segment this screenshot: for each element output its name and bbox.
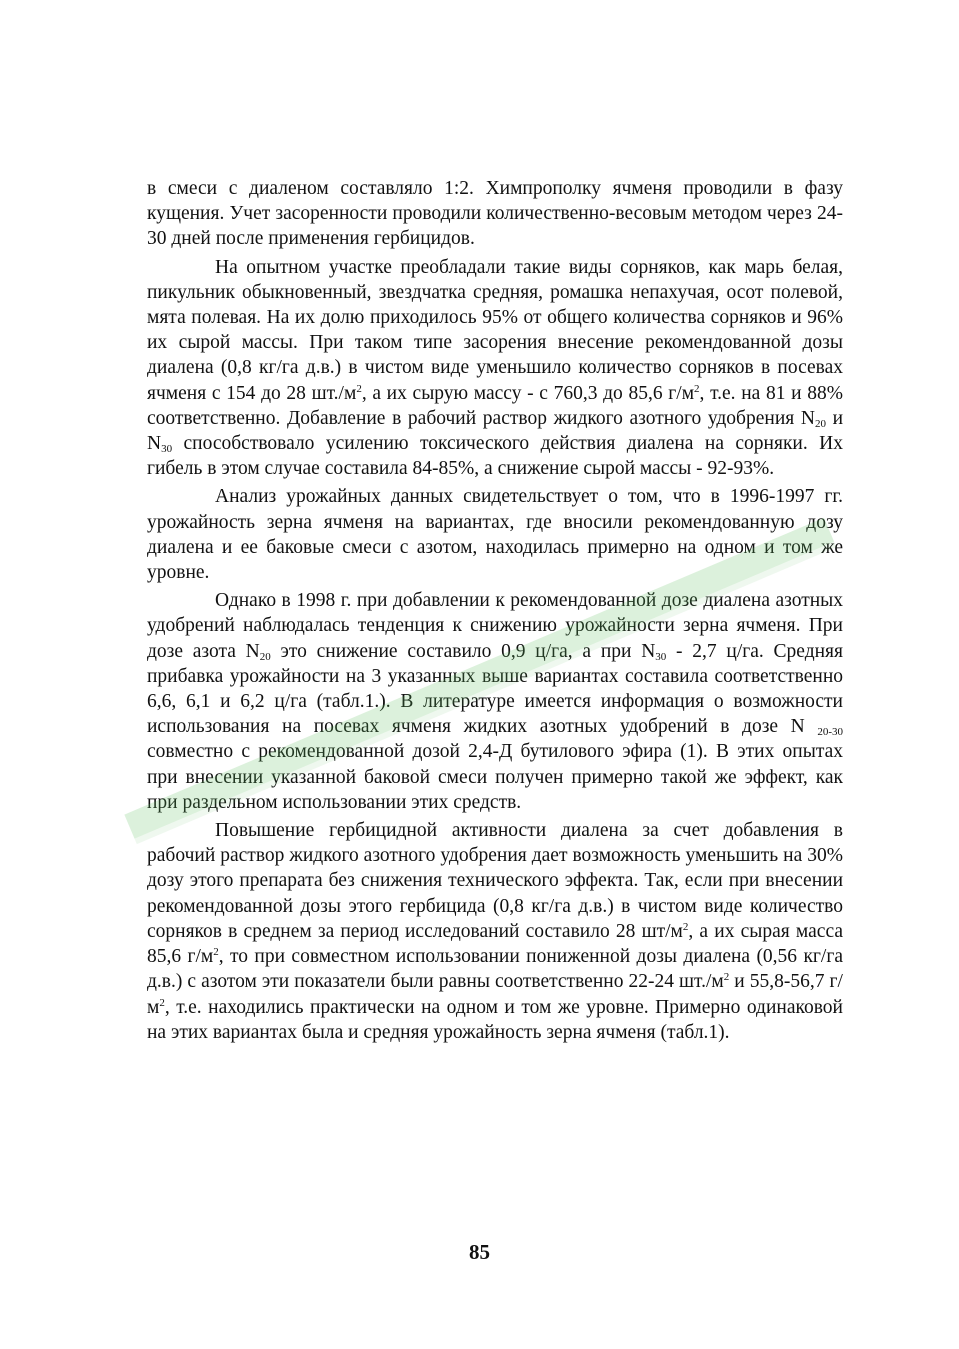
paragraph — [147, 255, 843, 482]
paragraph — [147, 588, 843, 815]
superscript: 2 — [159, 996, 165, 1009]
superscript: 2 — [356, 382, 362, 395]
superscript: 2 — [213, 946, 219, 959]
text-run: Повышение гербицидной активности диалена за счет добавления в рабочий раствор жидкого азотного удобрения дает возможность уменьшить на 30% дозу этого препарата без снижения технического эффекта. Так, если при внесении рекомендованной дозы этого гербицида (0,8 кг/га д.в.) в чистом виде количество сорняков в среднем за период исследований составило 28 шт/м — [147, 820, 843, 942]
text-run: , т.е. на 81 и 88% соответственно. Добавление в рабочий раствор жидкого азотного удобрения N — [147, 382, 843, 429]
text-run: и 55,8-56,7 г/м — [147, 971, 843, 1018]
text-run: способствовало усилению токсического действия диалена на сорняки. Их гибель в этом случае составила 84-85%, а снижение сырой массы - 92-93%. — [147, 433, 843, 480]
text-run: , т.е. находились практически на одном и том же уровне. Примерно одинаковой на этих вариантах была и средняя урожайность зерна ячменя (табл.1). — [147, 996, 843, 1043]
subscript: 20-30 — [817, 726, 843, 739]
text-run: , а их сырая масса 85,6 г/м — [147, 920, 843, 968]
subscript: 30 — [161, 443, 173, 456]
text-run: , а их сырую массу - с 760,3 до 85,6 г/м — [361, 382, 695, 404]
paragraph — [147, 176, 843, 252]
text-run: Однако в 1998 г. при добавлении к рекомендованной дозе диалена азотных удобрений наблюдалась тенденция к снижению урожайности зерна ячменя. При дозе азота N — [147, 590, 843, 662]
paragraph — [147, 484, 843, 585]
subscript: 20 — [259, 650, 271, 663]
text-run: совместно с рекомендованной дозой 2,4-Д бутилового эфира (1). В этих опытах при внесении указанной баковой смеси получен примерно такой же эффект, как при раздельном использовании этих средств. — [147, 741, 843, 813]
paragraph — [147, 818, 843, 1045]
superscript: 2 — [694, 382, 700, 395]
text-run: это снижение составило 0,9 ц/га, а при N — [270, 640, 656, 662]
text-run: в смеси с диаленом составляло 1:2. Химпрополку ячменя проводили в фазу кущения. Учет засоренности проводили количественно-весовым методом через 24-30 дней после применения гербицидов. — [147, 178, 843, 250]
text-run: и N — [147, 407, 843, 455]
text-run: - 2,7 ц/га. Средняя прибавка урожайности на 3 указанных выше вариантах составила соответственно 6,6, 6,1 и 6,2 ц/га (табл.1.). В литературе имеется информация о возможности использования на посевах ячменя жидких азотных удобрений в дозе N — [147, 640, 843, 738]
subscript: 20 — [814, 417, 826, 430]
page-number: 85 — [469, 1240, 490, 1264]
text-run: На опытном участке преобладали такие виды сорняков, как марь белая, пикульник обыкновенный, звездчатка средняя, ромашка непахучая, осот полевой, мята полевая. На их долю приходилось 95% от общего количества сорняков и 96% их сырой массы. При таком типе засорения внесение рекомендованной дозы диалена (0,8 кг/га д.в.) в чистом виде уменьшило количество сорняков в посевах ячменя с 154 до 28 шт./м — [147, 256, 843, 404]
superscript: 2 — [682, 920, 689, 933]
body-text — [147, 176, 843, 1048]
text-run: Анализ урожайных данных свидетельствует о том, что в 1996-1997 гг. урожайность зерна ячменя на вариантах, где вносили рекомендованную дозу диалена и ее баковые смеси с азотом, находилась примерно на одном и том же уровне. — [147, 486, 843, 584]
superscript: 2 — [723, 971, 730, 984]
subscript: 30 — [655, 650, 667, 663]
text-run: , то при совместном использовании пониженной дозы диалена (0,56 кг/га д.в.) с азотом эти показатели были равны соответственно 22-24 шт./м — [147, 946, 843, 993]
